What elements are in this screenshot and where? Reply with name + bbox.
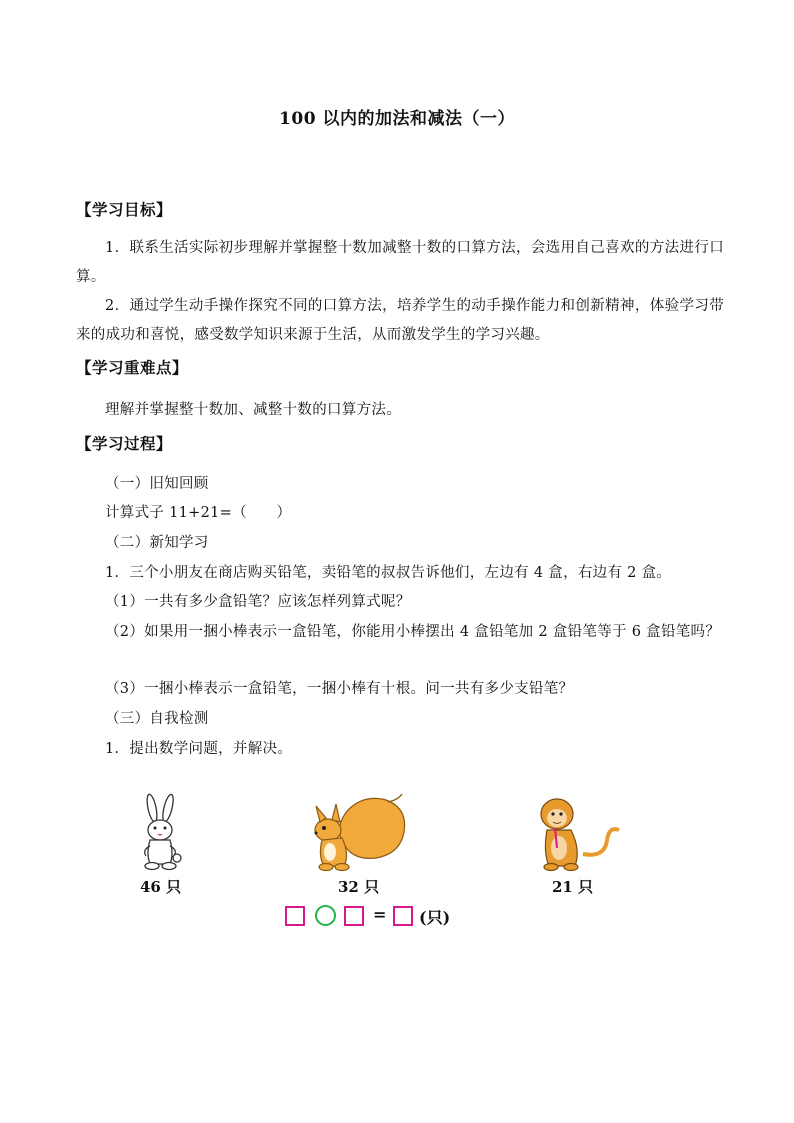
- review-text: 计算式子 11+21=（ ）: [105, 505, 292, 521]
- rabbit-illustration: [130, 792, 192, 872]
- equals-sign: =: [373, 905, 387, 924]
- subheading-new-knowledge: （二）新知学习: [105, 535, 209, 551]
- section-heading-key-points: 【学习重难点】: [76, 358, 189, 377]
- key-points-text: 理解并掌握整十数加、减整十数的口算方法。: [105, 402, 401, 418]
- answer-box-1[interactable]: [285, 906, 305, 926]
- answer-box-2[interactable]: [344, 906, 364, 926]
- new-knowledge-item-1: 1．三个小朋友在商店购买铅笔，卖铅笔的叔叔告诉他们，左边有 4 盒，右边有 2 盒。: [105, 565, 672, 581]
- answer-box-result[interactable]: [393, 906, 413, 926]
- section-heading-goals: 【学习目标】: [76, 200, 173, 219]
- subheading-review: （一）旧知回顾: [105, 476, 209, 492]
- monkey-illustration: [535, 792, 625, 872]
- question-3: （3）一捆小棒表示一盒铅笔，一捆小棒有十根。问一共有多少支铅笔？: [105, 681, 574, 697]
- goal-item-1: 1．联系生活实际初步理解并掌握整十数加减整十数的口算方法，会选用自己喜欢的方法进行口算。: [76, 240, 724, 285]
- subheading-self-check: （三）自我检测: [105, 711, 209, 727]
- squirrel-illustration: [300, 792, 410, 872]
- self-check-item-1: 1．提出数学问题，并解决。: [105, 741, 293, 757]
- rabbit-count-label: 46 只: [140, 878, 182, 896]
- question-1: （1）一共有多少盒铅笔？应该怎样列算式呢？: [105, 594, 411, 610]
- question-2: （2）如果用一捆小棒表示一盒铅笔，你能用小棒摆出 4 盒铅笔加 2 盒铅笔等于 6 盒铅笔吗？: [105, 624, 721, 640]
- unit-label: (只): [419, 908, 451, 927]
- operator-circle[interactable]: [315, 905, 336, 926]
- section-heading-process: 【学习过程】: [76, 434, 173, 453]
- squirrel-count-label: 32 只: [338, 878, 380, 896]
- goal-item-2: 2．通过学生动手操作探究不同的口算方法，培养学生的动手操作能力和创新精神，体验学习带来的成功和喜悦，感受数学知识来源于生活，从而激发学生的学习兴趣。: [76, 298, 724, 343]
- page-title: 100 以内的加法和减法（一）: [279, 109, 515, 129]
- monkey-count-label: 21 只: [552, 878, 594, 896]
